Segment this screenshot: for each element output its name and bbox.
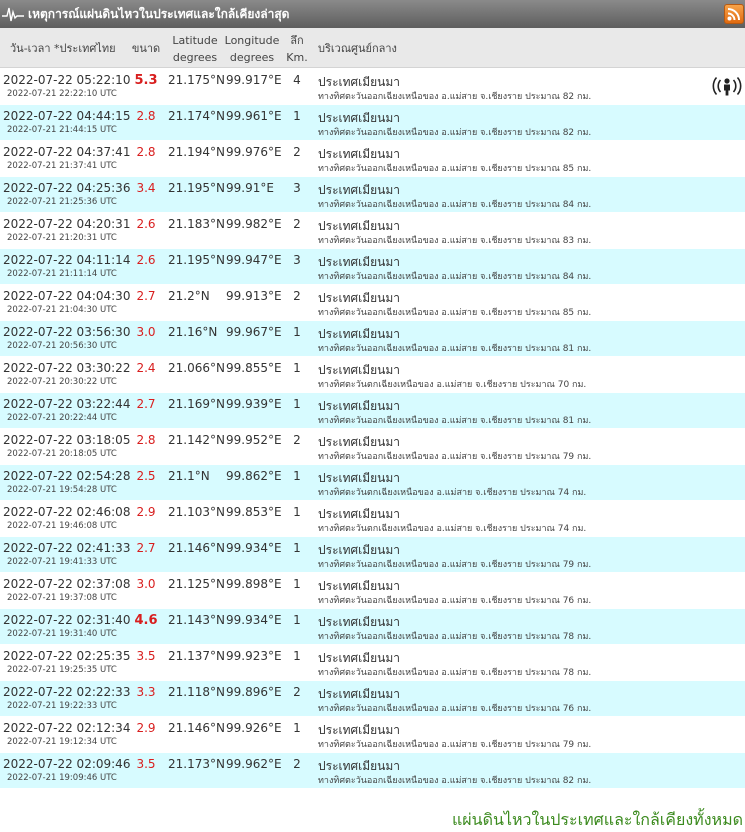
earthquake-table-body — [0, 69, 745, 789]
region-description: ทางทิศตะวันออกเฉียงเหนือของ อ.แม่สาย จ.เชียงราย ประมาณ 82 กม. — [318, 92, 592, 102]
utc-datetime: 2022-07-21 21:37:41 UTC — [7, 161, 117, 171]
region-name: ประเทศเมียนมา — [318, 723, 401, 737]
utc-datetime: 2022-07-21 19:37:08 UTC — [7, 593, 117, 603]
utc-datetime: 2022-07-21 22:22:10 UTC — [7, 89, 117, 99]
region-description: ทางทิศตะวันออกเฉียงเหนือของ อ.แม่สาย จ.เชียงราย ประมาณ 79 กม. — [318, 560, 592, 570]
local-datetime: 2022-07-22 04:04:30 — [3, 289, 131, 303]
magnitude-value: 2.7 — [136, 289, 156, 303]
depth-value: 4 — [293, 73, 301, 87]
local-datetime: 2022-07-22 04:20:31 — [3, 217, 131, 231]
magnitude-value: 4.6 — [134, 613, 158, 628]
local-datetime: 2022-07-22 03:56:30 — [3, 325, 131, 339]
table-row[interactable] — [0, 177, 745, 213]
utc-datetime: 2022-07-21 19:12:34 UTC — [7, 737, 117, 747]
utc-datetime: 2022-07-21 21:04:30 UTC — [7, 305, 117, 315]
utc-datetime: 2022-07-21 21:25:36 UTC — [7, 197, 117, 207]
region-description: ทางทิศตะวันออกเฉียงเหนือของ อ.แม่สาย จ.เชียงราย ประมาณ 82 กม. — [318, 128, 592, 138]
region-description: ทางทิศตะวันออกเฉียงเหนือของ อ.แม่สาย จ.เชียงราย ประมาณ 84 กม. — [318, 200, 592, 210]
region-description: ทางทิศตะวันตกเฉียงเหนือของ อ.แม่สาย จ.เชียงราย ประมาณ 70 กม. — [318, 380, 587, 390]
magnitude-value: 2.9 — [136, 505, 156, 519]
local-datetime: 2022-07-22 02:22:33 — [3, 685, 131, 699]
column-longitude: Longitude degrees — [224, 34, 280, 64]
column-datetime: วัน-เวลา *ประเทศไทย — [10, 42, 116, 55]
region-description: ทางทิศตะวันออกเฉียงเหนือของ อ.แม่สาย จ.เชียงราย ประมาณ 79 กม. — [318, 740, 592, 750]
longitude-value: 99.913°E — [226, 289, 282, 303]
longitude-value: 99.926°E — [226, 721, 282, 735]
magnitude-value: 2.9 — [136, 721, 156, 735]
region-name: ประเทศเมียนมา — [318, 759, 401, 773]
latitude-value: 21.142°N — [168, 433, 225, 447]
region-description: ทางทิศตะวันออกเฉียงเหนือของ อ.แม่สาย จ.เชียงราย ประมาณ 78 กม. — [318, 632, 592, 642]
latitude-value: 21.137°N — [168, 649, 225, 663]
region-name: ประเทศเมียนมา — [318, 183, 401, 197]
region-description: ทางทิศตะวันตกเฉียงเหนือของ อ.แม่สาย จ.เชียงราย ประมาณ 74 กม. — [318, 524, 587, 534]
longitude-value: 99.923°E — [226, 649, 282, 663]
depth-value: 2 — [293, 145, 301, 159]
magnitude-value: 3.5 — [136, 649, 156, 663]
utc-datetime: 2022-07-21 20:22:44 UTC — [7, 413, 117, 423]
magnitude-value: 5.3 — [134, 73, 158, 88]
table-row[interactable] — [0, 501, 745, 537]
panel-title: เหตุการณ์แผ่นดินไหวในประเทศและใกล้เคียงล่าสุด — [28, 6, 290, 21]
table-row[interactable] — [0, 393, 745, 429]
longitude-value: 99.917°E — [226, 73, 282, 87]
depth-value: 1 — [293, 325, 301, 339]
latitude-value: 21.175°N — [168, 73, 225, 87]
latitude-value: 21.1°N — [168, 469, 210, 483]
latitude-value: 21.2°N — [168, 289, 210, 303]
longitude-value: 99.962°E — [226, 757, 282, 771]
local-datetime: 2022-07-22 02:37:08 — [3, 577, 131, 591]
region-name: ประเทศเมียนมา — [318, 399, 401, 413]
local-datetime: 2022-07-22 04:37:41 — [3, 145, 131, 159]
region-description: ทางทิศตะวันออกเฉียงเหนือของ อ.แม่สาย จ.เชียงราย ประมาณ 78 กม. — [318, 668, 592, 678]
depth-value: 1 — [293, 109, 301, 123]
local-datetime: 2022-07-22 03:22:44 — [3, 397, 131, 411]
magnitude-value: 3.0 — [136, 325, 156, 339]
local-datetime: 2022-07-22 02:54:28 — [3, 469, 131, 483]
depth-value: 2 — [293, 685, 301, 699]
longitude-value: 99.896°E — [226, 685, 282, 699]
region-name: ประเทศเมียนมา — [318, 687, 401, 701]
latitude-value: 21.103°N — [168, 505, 225, 519]
latitude-value: 21.183°N — [168, 217, 225, 231]
felt-report-icon[interactable] — [711, 75, 743, 97]
table-row[interactable] — [0, 573, 745, 609]
utc-datetime: 2022-07-21 20:30:22 UTC — [7, 377, 117, 387]
longitude-value: 99.952°E — [226, 433, 282, 447]
longitude-value: 99.934°E — [226, 541, 282, 555]
longitude-value: 99.862°E — [226, 469, 282, 483]
magnitude-value: 2.7 — [136, 541, 156, 555]
depth-value: 1 — [293, 613, 301, 627]
depth-value: 1 — [293, 469, 301, 483]
utc-datetime: 2022-07-21 19:31:40 UTC — [7, 629, 117, 639]
region-description: ทางทิศตะวันออกเฉียงเหนือของ อ.แม่สาย จ.เชียงราย ประมาณ 84 กม. — [318, 272, 592, 282]
depth-value: 2 — [293, 757, 301, 771]
local-datetime: 2022-07-22 05:22:10 — [3, 73, 131, 87]
column-latitude: Latitude degrees — [172, 34, 218, 64]
depth-value: 1 — [293, 649, 301, 663]
longitude-value: 99.939°E — [226, 397, 282, 411]
depth-value: 3 — [293, 253, 301, 267]
region-name: ประเทศเมียนมา — [318, 435, 401, 449]
utc-datetime: 2022-07-21 20:18:05 UTC — [7, 449, 117, 459]
table-row[interactable] — [0, 249, 745, 285]
region-name: ประเทศเมียนมา — [318, 651, 401, 665]
utc-datetime: 2022-07-21 19:41:33 UTC — [7, 557, 117, 567]
region-description: ทางทิศตะวันออกเฉียงเหนือของ อ.แม่สาย จ.เชียงราย ประมาณ 81 กม. — [318, 416, 592, 426]
depth-value: 1 — [293, 577, 301, 591]
column-depth: ลึก Km. — [286, 34, 308, 64]
magnitude-value: 2.7 — [136, 397, 156, 411]
region-name: ประเทศเมียนมา — [318, 543, 401, 557]
magnitude-value: 3.5 — [136, 757, 156, 771]
magnitude-value: 2.8 — [136, 145, 156, 159]
utc-datetime: 2022-07-21 21:20:31 UTC — [7, 233, 117, 243]
local-datetime: 2022-07-22 02:25:35 — [3, 649, 131, 663]
local-datetime: 2022-07-22 02:09:46 — [3, 757, 131, 771]
local-datetime: 2022-07-22 04:44:15 — [3, 109, 131, 123]
depth-value: 1 — [293, 541, 301, 555]
local-datetime: 2022-07-22 02:12:34 — [3, 721, 131, 735]
region-name: ประเทศเมียนมา — [318, 579, 401, 593]
magnitude-value: 2.8 — [136, 433, 156, 447]
table-row[interactable] — [0, 645, 745, 681]
magnitude-value: 3.3 — [136, 685, 156, 699]
region-name: ประเทศเมียนมา — [318, 327, 401, 341]
local-datetime: 2022-07-22 02:41:33 — [3, 541, 131, 555]
table-row[interactable] — [0, 357, 745, 393]
longitude-value: 99.898°E — [226, 577, 282, 591]
latitude-value: 21.146°N — [168, 541, 225, 555]
latitude-value: 21.195°N — [168, 181, 225, 195]
region-name: ประเทศเมียนมา — [318, 615, 401, 629]
table-row[interactable] — [0, 717, 745, 753]
region-description: ทางทิศตะวันออกเฉียงเหนือของ อ.แม่สาย จ.เชียงราย ประมาณ 81 กม. — [318, 344, 592, 354]
region-description: ทางทิศตะวันตกเฉียงเหนือของ อ.แม่สาย จ.เชียงราย ประมาณ 74 กม. — [318, 488, 587, 498]
latitude-value: 21.16°N — [168, 325, 218, 339]
utc-datetime: 2022-07-21 19:09:46 UTC — [7, 773, 117, 783]
depth-value: 1 — [293, 397, 301, 411]
region-name: ประเทศเมียนมา — [318, 255, 401, 269]
utc-datetime: 2022-07-21 21:44:15 UTC — [7, 125, 117, 135]
latitude-value: 21.174°N — [168, 109, 225, 123]
latitude-value: 21.066°N — [168, 361, 225, 375]
magnitude-value: 2.5 — [136, 469, 156, 483]
longitude-value: 99.967°E — [226, 325, 282, 339]
local-datetime: 2022-07-22 04:25:36 — [3, 181, 131, 195]
depth-value: 2 — [293, 433, 301, 447]
latitude-value: 21.118°N — [168, 685, 225, 699]
depth-value: 1 — [293, 505, 301, 519]
longitude-value: 99.855°E — [226, 361, 282, 375]
table-row[interactable] — [0, 681, 745, 717]
latitude-value: 21.143°N — [168, 613, 225, 627]
latitude-value: 21.195°N — [168, 253, 225, 267]
longitude-value: 99.976°E — [226, 145, 282, 159]
region-name: ประเทศเมียนมา — [318, 75, 401, 89]
table-row[interactable] — [0, 69, 745, 105]
table-row[interactable] — [0, 321, 745, 357]
magnitude-value: 2.6 — [136, 253, 156, 267]
region-name: ประเทศเมียนมา — [318, 111, 401, 125]
longitude-value: 99.853°E — [226, 505, 282, 519]
magnitude-value: 2.6 — [136, 217, 156, 231]
latitude-value: 21.173°N — [168, 757, 225, 771]
utc-datetime: 2022-07-21 20:56:30 UTC — [7, 341, 117, 351]
latitude-value: 21.194°N — [168, 145, 225, 159]
depth-value: 1 — [293, 361, 301, 375]
depth-value: 2 — [293, 289, 301, 303]
utc-datetime: 2022-07-21 21:11:14 UTC — [7, 269, 117, 279]
depth-value: 3 — [293, 181, 301, 195]
table-row[interactable] — [0, 465, 745, 501]
local-datetime: 2022-07-22 02:46:08 — [3, 505, 131, 519]
local-datetime: 2022-07-22 03:30:22 — [3, 361, 131, 375]
magnitude-value: 2.8 — [136, 109, 156, 123]
table-row[interactable] — [0, 285, 745, 321]
seismograph-icon — [2, 4, 24, 24]
magnitude-value: 3.0 — [136, 577, 156, 591]
column-region: บริเวณศูนย์กลาง — [318, 42, 397, 55]
all-earthquakes-link[interactable]: แผ่นดินไหวในประเทศและใกล้เคียงทั้งหมด — [451, 810, 743, 829]
region-name: ประเทศเมียนมา — [318, 471, 401, 485]
table-header — [0, 28, 745, 68]
table-row[interactable] — [0, 429, 745, 465]
region-description: ทางทิศตะวันออกเฉียงเหนือของ อ.แม่สาย จ.เชียงราย ประมาณ 76 กม. — [318, 596, 592, 606]
table-row[interactable] — [0, 609, 745, 645]
region-description: ทางทิศตะวันออกเฉียงเหนือของ อ.แม่สาย จ.เชียงราย ประมาณ 79 กม. — [318, 452, 592, 462]
depth-value: 2 — [293, 217, 301, 231]
region-name: ประเทศเมียนมา — [318, 507, 401, 521]
local-datetime: 2022-07-22 04:11:14 — [3, 253, 131, 267]
latitude-value: 21.125°N — [168, 577, 225, 591]
depth-value: 1 — [293, 721, 301, 735]
local-datetime: 2022-07-22 02:31:40 — [3, 613, 131, 627]
longitude-value: 99.982°E — [226, 217, 282, 231]
table-row[interactable] — [0, 753, 745, 789]
table-row[interactable] — [0, 213, 745, 249]
column-magnitude: ขนาด — [131, 42, 161, 55]
magnitude-value: 2.4 — [136, 361, 156, 375]
region-description: ทางทิศตะวันออกเฉียงเหนือของ อ.แม่สาย จ.เชียงราย ประมาณ 83 กม. — [318, 236, 592, 246]
region-description: ทางทิศตะวันออกเฉียงเหนือของ อ.แม่สาย จ.เชียงราย ประมาณ 85 กม. — [318, 164, 592, 174]
longitude-value: 99.91°E — [226, 181, 274, 195]
table-row[interactable] — [0, 105, 745, 141]
longitude-value: 99.961°E — [226, 109, 282, 123]
table-row[interactable] — [0, 537, 745, 573]
table-row[interactable] — [0, 141, 745, 177]
utc-datetime: 2022-07-21 19:46:08 UTC — [7, 521, 117, 531]
region-name: ประเทศเมียนมา — [318, 363, 401, 377]
local-datetime: 2022-07-22 03:18:05 — [3, 433, 131, 447]
utc-datetime: 2022-07-21 19:22:33 UTC — [7, 701, 117, 711]
region-name: ประเทศเมียนมา — [318, 147, 401, 161]
region-description: ทางทิศตะวันออกเฉียงเหนือของ อ.แม่สาย จ.เชียงราย ประมาณ 85 กม. — [318, 308, 592, 318]
panel-title-bar — [0, 0, 745, 28]
region-name: ประเทศเมียนมา — [318, 291, 401, 305]
magnitude-value: 3.4 — [136, 181, 156, 195]
latitude-value: 21.169°N — [168, 397, 225, 411]
longitude-value: 99.934°E — [226, 613, 282, 627]
utc-datetime: 2022-07-21 19:54:28 UTC — [7, 485, 117, 495]
longitude-value: 99.947°E — [226, 253, 282, 267]
latitude-value: 21.146°N — [168, 721, 225, 735]
utc-datetime: 2022-07-21 19:25:35 UTC — [7, 665, 117, 675]
rss-icon[interactable] — [724, 4, 744, 24]
region-description: ทางทิศตะวันออกเฉียงเหนือของ อ.แม่สาย จ.เชียงราย ประมาณ 76 กม. — [318, 704, 592, 714]
region-description: ทางทิศตะวันออกเฉียงเหนือของ อ.แม่สาย จ.เชียงราย ประมาณ 82 กม. — [318, 776, 592, 786]
region-name: ประเทศเมียนมา — [318, 219, 401, 233]
